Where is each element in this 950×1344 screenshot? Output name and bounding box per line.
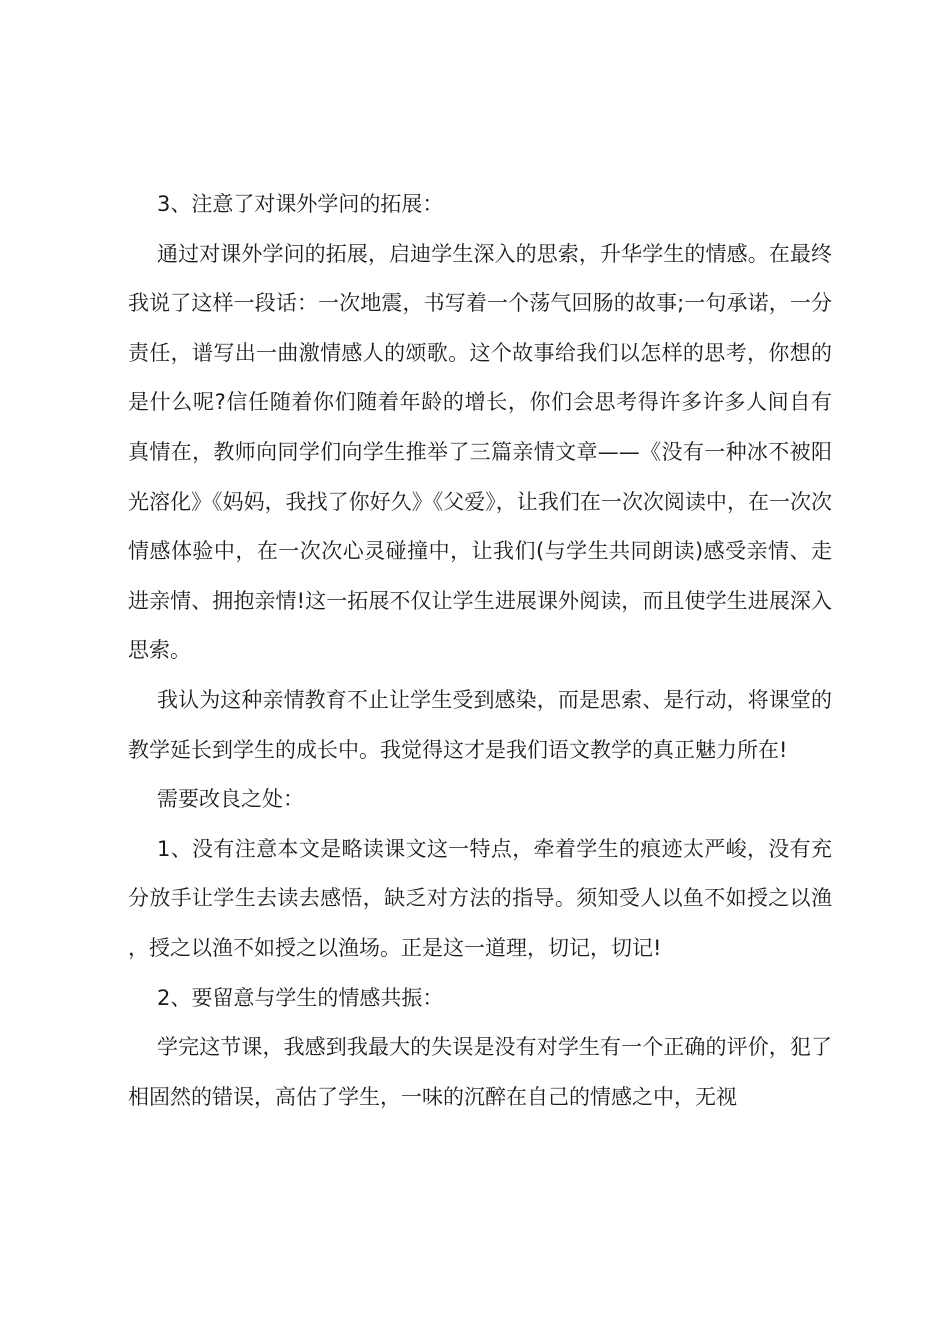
paragraph-improvements-heading: 需要改良之处： — [157, 787, 304, 812]
paragraph-improvement-1: 1、没有注意本文是略读课文这一特点，牵着学生的痕迹太严峻，没有充分放手让学生去读去感悟，缺乏对方法的指导。须知受人以鱼不如授之以渔，授之以渔不如授之以渔场。正是这一道理，切记，切记! — [128, 836, 832, 960]
paragraph-reflection: 我认为这种亲情教育不止让学生受到感染，而是思索、是行动，将课堂的教学延长到学生的成长中。我觉得这才是我们语文教学的真正魅力所在! — [128, 687, 832, 762]
paragraph-extension-body: 通过对课外学问的拓展，启迪学生深入的思索，升华学生的情感。在最终我说了这样一段话：一次地震，书写着一个荡气回肠的故事;一句承诺，一分责任，谱写出一曲激情感人的颂歌。这个故事给我们以怎样的思考，你想的是什么呢?信任随着你们随着年龄的增长，你们会思考得许多许多人间自有真情在，教师向同学们向学生推举了三篇亲情文章——《没有一种冰不被阳光溶化》《妈妈，我找了你好久》《父爱》，让我们在一次次阅读中，在一次次情感体验中，在一次次心灵碰撞中，让我们(与学生共同朗读)感受亲情、走进亲情、拥抱亲情!这一拓展不仅让学生进展课外阅读，而且使学生进展深入思索。 — [128, 241, 832, 663]
paragraph-extension-heading: 3、注意了对课外学问的拓展： — [157, 192, 444, 216]
paragraph-improvement-2-body: 学完这节课，我感到我最大的失误是没有对学生有一个正确的评价，犯了相固然的错误，高估了学生，一味的沉醉在自己的情感之中，无视 — [128, 1035, 832, 1109]
document-body — [128, 180, 832, 1122]
paragraph-improvement-2-heading: 2、要留意与学生的情感共振： — [157, 985, 444, 1010]
